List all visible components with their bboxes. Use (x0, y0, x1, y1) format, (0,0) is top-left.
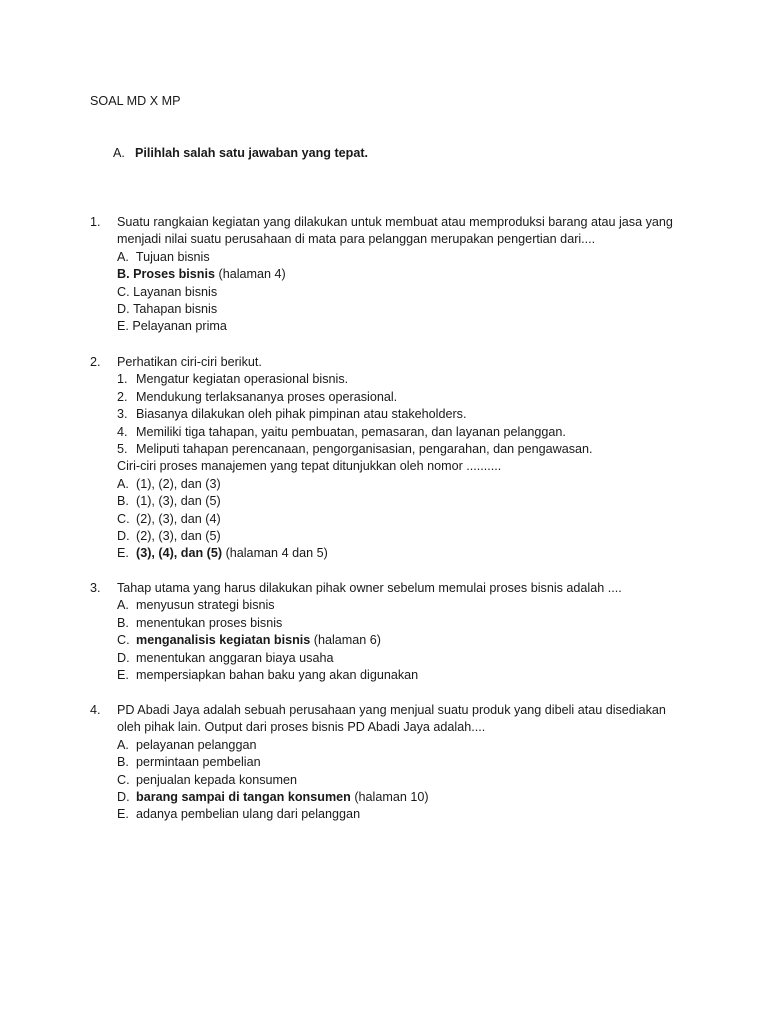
question-line: Suatu rangkaian kegiatan yang dilakukan untuk membuat atau memproduksi barang atau jasa yang (117, 215, 673, 229)
option-label: A. (117, 249, 129, 264)
question-stem: Ciri-ciri proses manajemen yang tepat ditunjukkan oleh nomor .......... (117, 459, 502, 474)
list-item-number: 2. (117, 389, 128, 404)
option-e (90, 318, 678, 335)
option-text: pelayanan pelanggan (136, 737, 257, 752)
option-text: (1), (3), dan (5) (136, 494, 221, 509)
option-a (90, 737, 678, 754)
option-d (90, 650, 678, 667)
question-number: 2. (90, 355, 101, 369)
option-label: C. (117, 284, 130, 299)
list-item (90, 441, 678, 458)
option-e (90, 667, 678, 684)
option-label: B. (117, 267, 130, 282)
option-a (90, 249, 678, 266)
option-text: menentukan anggaran biaya usaha (136, 650, 334, 665)
option-label: D. (117, 790, 130, 805)
list-item-number: 5. (117, 442, 128, 457)
list-item-text: Mengatur kegiatan operasional bisnis. (136, 372, 349, 387)
option-label: C. (117, 772, 130, 787)
list-item-text: Meliputi tahapan perencanaan, pengorganisasian, pengarahan, dan pengawasan. (136, 442, 593, 457)
question-text: Tahap utama yang harus dilakukan pihak owner sebelum memulai proses bisnis adalah .... (117, 581, 622, 595)
list-item-number: 3. (117, 407, 128, 422)
list-item (90, 424, 678, 441)
option-label: E. (117, 546, 129, 561)
option-text: menyusun strategi bisnis (136, 598, 275, 613)
question-text (117, 702, 678, 737)
option-text: (2), (3), dan (4) (136, 511, 221, 526)
section-instruction: Pilihlah salah satu jawaban yang tepat. (135, 146, 369, 160)
list-item (90, 406, 678, 423)
option-label: B. (117, 494, 129, 509)
option-b (90, 266, 678, 283)
option-text: menentukan proses bisnis (136, 615, 283, 630)
list-item (90, 389, 678, 406)
question-intro: Perhatikan ciri-ciri berikut. (117, 355, 262, 369)
option-label: C. (117, 633, 130, 648)
option-label: E. (117, 668, 129, 683)
question-3 (90, 580, 678, 684)
list-item-number: 4. (117, 424, 128, 439)
option-a (90, 597, 678, 614)
option-e (90, 545, 678, 562)
option-a (90, 476, 678, 493)
section-heading (113, 145, 368, 162)
option-text: mempersiapkan bahan baku yang akan digunakan (136, 668, 419, 683)
option-text: permintaan pembelian (136, 755, 261, 770)
option-text: (1), (2), dan (3) (136, 476, 221, 491)
option-label: D. (117, 302, 130, 317)
option-label: B. (117, 615, 129, 630)
option-text: Proses bisnis (133, 267, 215, 282)
option-label: A. (117, 737, 129, 752)
question-line: menjadi nilai suatu perusahaan di mata para pelanggan merupakan pengertian dari.... (117, 232, 596, 247)
question-number: 1. (90, 215, 101, 229)
option-text: Tahapan bisnis (133, 302, 218, 317)
list-item (90, 371, 678, 388)
option-text: adanya pembelian ulang dari pelanggan (136, 807, 361, 822)
list-item-text: Memiliki tiga tahapan, yaitu pembuatan, pemasaran, dan layanan pelanggan. (136, 424, 566, 439)
answer-note: (halaman 4 dan 5) (225, 546, 328, 561)
option-label: C. (117, 511, 130, 526)
answer-note: (halaman 10) (354, 790, 429, 805)
question-number: 4. (90, 703, 101, 717)
option-label: A. (117, 598, 129, 613)
list-item-text: Mendukung terlaksananya proses operasional. (136, 389, 398, 404)
option-label: E. (117, 319, 129, 334)
option-text: barang sampai di tangan konsumen (136, 790, 351, 805)
answer-note: (halaman 4) (218, 267, 286, 282)
option-c (90, 632, 678, 649)
option-label: B. (117, 755, 129, 770)
option-text: menganalisis kegiatan bisnis (136, 633, 311, 648)
question-1 (90, 214, 678, 336)
option-c (90, 284, 678, 301)
question-text (117, 214, 678, 249)
option-text: Tujuan bisnis (135, 249, 210, 264)
option-d (90, 528, 678, 545)
option-text: Pelayanan prima (132, 319, 227, 334)
option-text: (3), (4), dan (5) (136, 546, 223, 561)
answer-note: (halaman 6) (313, 633, 381, 648)
question-2 (90, 354, 678, 563)
option-text: (2), (3), dan (5) (136, 529, 221, 544)
list-item-text: Biasanya dilakukan oleh pihak pimpinan atau stakeholders. (136, 407, 467, 422)
option-text: penjualan kepada konsumen (136, 772, 298, 787)
option-label: D. (117, 529, 130, 544)
option-e (90, 806, 678, 823)
option-c (90, 772, 678, 789)
option-b (90, 615, 678, 632)
question-line: oleh pihak lain. Output dari proses bisnis PD Abadi Jaya adalah.... (117, 720, 486, 735)
question-4 (90, 702, 678, 824)
question-number: 3. (90, 581, 101, 595)
question-line: PD Abadi Jaya adalah sebuah perusahaan yang menjual suatu produk yang dibeli atau disediakan (117, 703, 666, 717)
option-d (90, 789, 678, 806)
document-title: SOAL MD X MP (90, 94, 181, 108)
option-d (90, 301, 678, 318)
option-label: E. (117, 807, 129, 822)
option-c (90, 511, 678, 528)
option-b (90, 754, 678, 771)
list-item-number: 1. (117, 372, 128, 387)
section-letter: A. (113, 146, 125, 160)
option-b (90, 493, 678, 510)
option-text: Layanan bisnis (133, 284, 218, 299)
option-label: D. (117, 650, 130, 665)
option-label: A. (117, 476, 129, 491)
